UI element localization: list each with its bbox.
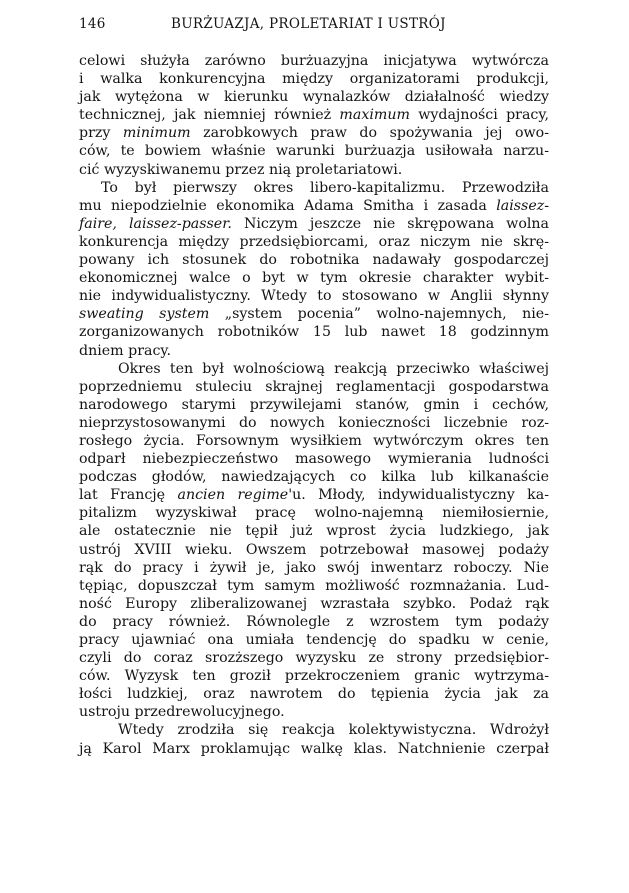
italic-term: ancien regime xyxy=(177,487,289,504)
text-line: łości ludzkiej, oraz nawrotem do tępienia życia jak za xyxy=(79,686,549,703)
text-line: faire, laissez-passer. Niczym jeszcze nie skrępowana wolna xyxy=(79,215,550,232)
text-line: sweating system „system pocenia” wolno-najemnych, nie- xyxy=(79,306,549,323)
text-line: pitalizm wyzyskiwał pracę wolno-najemną niemiłosiernie, xyxy=(79,505,549,522)
text-line: do pracy również. Równolegle z wzrostem tym podaży xyxy=(79,613,549,630)
page-header xyxy=(79,14,549,36)
text-line: dniem pracy. xyxy=(79,342,172,359)
text-line: przy minimum zarobkowych praw do spożywania jej owo- xyxy=(79,125,549,142)
text-line: powany ich stosunek do robotnika nadawały gospodarczej xyxy=(79,252,549,269)
text-line: lat Francję ancien regime'u. Młody, indywidualistyczny ka- xyxy=(79,487,549,504)
text-line: ność Europy zliberalizowanej wzrastała szybko. Podaż rąk xyxy=(79,595,549,612)
text-line: technicznej, jak niemniej również maximum wydajności pracy, xyxy=(79,107,549,124)
text-line: ekonomicznej walce o byt w tym okresie charakter wybit- xyxy=(79,270,549,287)
italic-term: minimum xyxy=(122,125,191,142)
italic-term: sweating system xyxy=(79,306,210,323)
text-line: mu niepodzielnie ekonomika Adama Smitha i zasada laissez- xyxy=(79,197,549,214)
text-line: i walka konkurencyjna między organizatorami produkcji, xyxy=(79,71,549,88)
text-line: To był pierwszy okres libero-kapitalizmu. Przewodziła xyxy=(101,179,549,196)
text-line: pracy ujawniać ona umiała tendencję do spadku w cenie, xyxy=(79,632,549,648)
text-line: ustrój XVIII wieku. Owszem potrzebował masowej podaży xyxy=(79,541,549,558)
text-line: ją Karol Marx proklamując walkę klas. Natchnienie czerpał xyxy=(79,740,549,757)
text-line: ców, te bowiem właśnie warunki burżuazja usiłowała narzu- xyxy=(79,143,549,160)
italic-term: maximum xyxy=(339,107,410,124)
text-line: zorganizowanych robotników 15 lub nawet 18 godzinnym xyxy=(79,324,549,341)
text-line: nieprzystosowanymi do nowych konieczności liczebnie roz- xyxy=(79,414,549,431)
text-line: ustroju przedrewolucyjnego. xyxy=(79,704,285,721)
text-line: odparł niebezpieczeństwo masowego wymierania ludności xyxy=(79,451,549,468)
text-line: rosłego życia. Forsownym wysiłkiem wytwórczym okres ten xyxy=(79,432,549,449)
italic-term: laissez- xyxy=(496,197,549,214)
text-line: poprzedniemu stuleciu skrajnej reglamentacji gospodarstwa xyxy=(79,378,549,395)
body-text xyxy=(79,52,549,758)
text-line: cić wyzyskiwanemu przez nią proletariatowi. xyxy=(79,161,403,178)
text-line: rąk do pracy i żywił je, jako swój inwentarz roboczy. Nie xyxy=(79,559,549,576)
text-line: narodowego starymi przywilejami stanów, gmin i cechów, xyxy=(79,396,549,413)
text-line: ców. Wyzysk ten groził przekroczeniem granic wytrzyma- xyxy=(79,668,549,685)
text-line: Okres ten był wolnościową reakcją przeciwko właściwej xyxy=(118,360,549,377)
text-line: nie indywidualistyczny. Wtedy to stosowano w Anglii słynny xyxy=(79,288,549,305)
text-line: celowi służyła zarówno burżuazyjna inicjatywa wytwórcza xyxy=(79,53,549,69)
text-line: konkurencja między przedsiębiorcami, oraz niczym nie skrę- xyxy=(79,233,549,250)
text-line: podczas głodów, nawiedzających co kilka lub kilkanaście xyxy=(79,469,549,486)
text-line: tępiąc, dopuszczał tym samym możliwość rozmnażania. Lud- xyxy=(79,577,549,594)
italic-term: faire, laissez-passer. xyxy=(79,215,232,232)
text-line: czyli do coraz srozższego wyzysku ze strony przedsiębior- xyxy=(79,650,549,667)
text-line: ale ostatecznie nie tępił już wprost życia ludzkiego, jak xyxy=(79,523,549,540)
text-line: jak wytężona w kierunku wynalazków działalność wiedzy xyxy=(79,89,549,106)
page-number: 146 xyxy=(79,16,106,32)
text-line: Wtedy zrodziła się reakcja kolektywistyczna. Wdrożył xyxy=(118,722,549,739)
running-title: BURŻUAZJA, PROLETARIAT I USTRÓJ xyxy=(171,16,446,32)
